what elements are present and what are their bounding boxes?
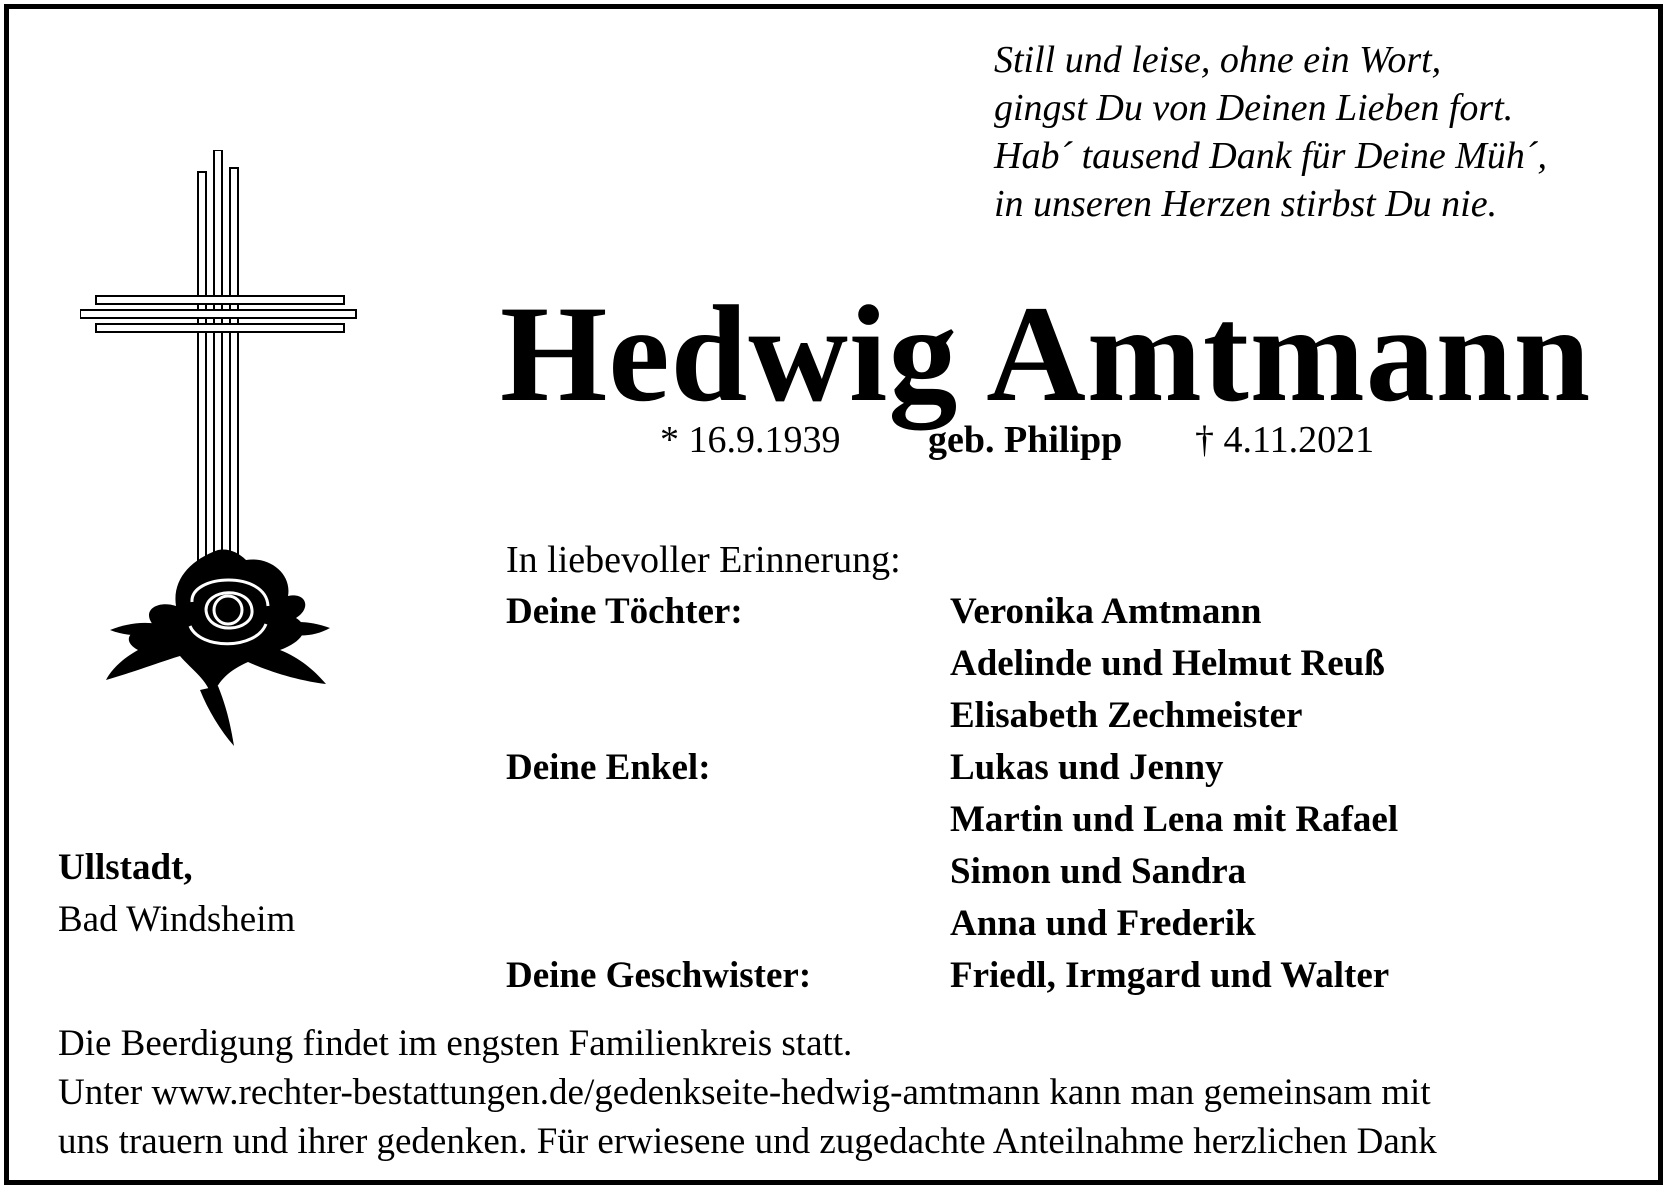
group-label-daughters: Deine Töchter: — [506, 591, 743, 632]
birth-name: geb. Philipp — [928, 419, 1123, 461]
poem-line: Hab´ tausend Dank für Deine Müh´, — [994, 135, 1548, 177]
memorial-poem — [994, 36, 1547, 228]
poem-line: Still und leise, ohne ein Wort, — [994, 39, 1442, 81]
family-member: Adelinde und Helmut Reuß — [950, 643, 1385, 684]
remembrance-intro: In liebevoller Erinnerung: — [506, 539, 901, 581]
deceased-name: Hedwig Amtmann — [500, 277, 1592, 430]
family-member: Anna und Frederik — [950, 903, 1256, 944]
footer-line: uns trauern und ihrer gedenken. Für erwiesene und zugedachte Anteilnahme herzlichen Dank — [58, 1121, 1437, 1162]
cross-with-rose-icon — [80, 150, 390, 750]
birth-date: * 16.9.1939 — [660, 419, 841, 461]
footer-line: Die Beerdigung findet im engsten Familienkreis statt. — [58, 1023, 853, 1064]
family-member: Friedl, Irmgard und Walter — [950, 955, 1390, 996]
footer-line: Unter www.rechter-bestattungen.de/gedenkseite-hedwig-amtmann kann man gemeinsam mit — [58, 1072, 1431, 1113]
group-label-grandchildren: Deine Enkel: — [506, 747, 711, 788]
family-member: Veronika Amtmann — [950, 591, 1262, 632]
group-label-siblings: Deine Geschwister: — [506, 955, 812, 996]
death-date: † 4.11.2021 — [1195, 419, 1375, 461]
poem-line: gingst Du von Deinen Lieben fort. — [994, 87, 1514, 129]
place-primary: Ullstadt, — [58, 847, 193, 888]
family-member: Lukas und Jenny — [950, 747, 1224, 788]
family-member: Elisabeth Zechmeister — [950, 695, 1303, 736]
family-member: Simon und Sandra — [950, 851, 1247, 892]
funeral-notice-text — [58, 1019, 1437, 1166]
family-member: Martin und Lena mit Rafael — [950, 799, 1399, 840]
place-secondary: Bad Windsheim — [58, 899, 296, 940]
poem-line: in unseren Herzen stirbst Du nie. — [994, 183, 1498, 225]
